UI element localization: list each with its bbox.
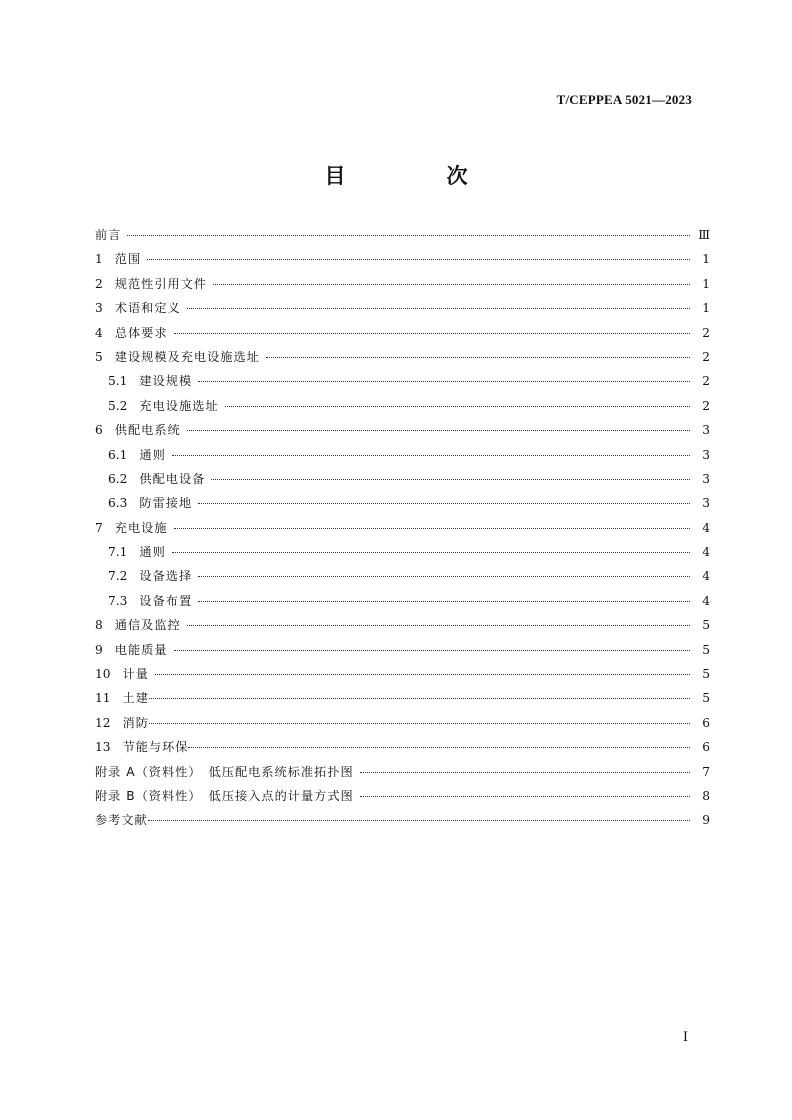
toc-entry-title: 建设规模及充电设施选址 — [114, 349, 260, 364]
toc-dot-leader — [155, 674, 690, 675]
toc-entry[interactable] — [95, 738, 710, 762]
toc-entry-number: 2 — [95, 276, 103, 291]
toc-entry[interactable] — [95, 397, 710, 421]
toc-entry-title: 前言 — [95, 228, 122, 242]
toc-dot-leader — [172, 455, 690, 456]
toc-entry-number: 4 — [95, 325, 103, 340]
toc-entry-title: 节能与环保 — [122, 740, 189, 755]
toc-entry-page: 4 — [702, 545, 710, 560]
toc-entry-page: 3 — [702, 471, 710, 486]
toc-entry[interactable] — [95, 470, 710, 494]
table-of-contents — [95, 226, 710, 836]
toc-entry-number: 6.3 — [108, 496, 128, 511]
toc-entry-page: 1 — [702, 276, 710, 291]
toc-entry[interactable] — [95, 567, 710, 591]
toc-entry-page: 5 — [702, 667, 710, 682]
toc-dot-leader — [148, 820, 690, 821]
toc-entry-number: 8 — [95, 618, 103, 633]
toc-dot-leader — [198, 601, 690, 602]
toc-entry-page: 8 — [702, 788, 710, 803]
toc-dot-leader — [149, 723, 690, 724]
toc-entry-number: 5 — [95, 349, 103, 364]
toc-entry-page: 2 — [702, 349, 710, 364]
toc-entry-number: 13 — [95, 740, 111, 755]
toc-entry-page: 7 — [702, 764, 710, 779]
toc-entry[interactable] — [95, 324, 710, 348]
toc-dot-leader — [198, 381, 690, 382]
toc-entry-number: 7.3 — [108, 593, 128, 608]
toc-entry-title: 附录 A（资料性） 低压配电系统标准拓扑图 — [95, 764, 354, 779]
toc-dot-leader — [360, 796, 690, 797]
toc-entry[interactable] — [95, 665, 710, 689]
toc-entry-page: 5 — [702, 642, 710, 657]
toc-dot-leader — [172, 552, 690, 553]
toc-entry-number: 9 — [95, 642, 103, 657]
toc-entry-title: 防雷接地 — [139, 496, 193, 511]
toc-entry[interactable] — [95, 421, 710, 445]
toc-entry[interactable] — [95, 275, 710, 299]
toc-entry-page: 9 — [702, 813, 710, 828]
toc-entry-number: 7.1 — [108, 545, 128, 560]
toc-entry[interactable] — [95, 714, 710, 738]
toc-entry-page: 3 — [702, 423, 710, 438]
toc-entry-number: 6 — [95, 423, 103, 438]
toc-entry[interactable] — [95, 494, 710, 518]
page-number: I — [682, 1030, 688, 1045]
toc-entry-title: 设备选择 — [139, 569, 193, 584]
toc-entry-title: 总体要求 — [114, 325, 168, 340]
toc-dot-leader — [187, 308, 690, 309]
toc-entry[interactable] — [95, 592, 710, 616]
toc-entry-title: 通则 — [139, 545, 166, 560]
toc-entry-number: 10 — [95, 667, 111, 682]
toc-dot-leader — [198, 576, 690, 577]
toc-entry-page: 5 — [702, 618, 710, 633]
toc-entry-number: 7 — [95, 520, 103, 535]
toc-dot-leader — [198, 503, 690, 504]
toc-entry-title: 规范性引用文件 — [114, 276, 208, 291]
toc-dot-leader — [147, 259, 690, 260]
toc-dot-leader — [213, 284, 690, 285]
toc-entry-page: 5 — [702, 691, 710, 706]
toc-entry-title: 充电设施选址 — [139, 398, 219, 413]
toc-entry-page: 2 — [702, 374, 710, 389]
toc-dot-leader — [225, 406, 690, 407]
toc-entry-number: 6.2 — [108, 471, 128, 486]
toc-dot-leader — [187, 625, 690, 626]
toc-entry-title: 范围 — [114, 252, 142, 267]
toc-entry-number: 3 — [95, 301, 103, 316]
toc-entry-title: 通信及监控 — [114, 618, 181, 633]
toc-dot-leader — [174, 333, 690, 334]
toc-entry[interactable] — [95, 519, 710, 543]
toc-entry-page: 6 — [702, 715, 710, 730]
page-title: 目 次 — [324, 164, 508, 188]
toc-entry-page: 2 — [702, 325, 710, 340]
toc-entry-number: 6.1 — [108, 447, 128, 462]
toc-entry-page: 1 — [702, 252, 710, 267]
toc-entry-title: 供配电系统 — [114, 423, 181, 438]
toc-entry-title: 通则 — [139, 447, 166, 462]
toc-entry-title: 附录 B（资料性） 低压接入点的计量方式图 — [95, 788, 354, 803]
toc-entry-page: 4 — [702, 569, 710, 584]
toc-entry-title: 电能质量 — [114, 642, 168, 657]
toc-entry[interactable] — [95, 348, 710, 372]
toc-entry-title: 术语和定义 — [114, 301, 181, 316]
toc-entry-title: 充电设施 — [114, 520, 168, 535]
toc-entry-title: 土建 — [122, 691, 149, 706]
toc-entry[interactable] — [95, 763, 710, 787]
toc-dot-leader — [174, 528, 690, 529]
toc-dot-leader — [127, 235, 690, 236]
toc-entry-page: 2 — [702, 398, 710, 413]
toc-entry[interactable] — [95, 616, 710, 640]
toc-dot-leader — [211, 479, 690, 480]
toc-entry[interactable] — [95, 689, 710, 713]
toc-entry-page: 3 — [702, 496, 710, 511]
toc-entry[interactable] — [95, 299, 710, 323]
toc-entry[interactable] — [95, 641, 710, 665]
toc-entry[interactable] — [95, 543, 710, 567]
toc-entry-number: 5.2 — [108, 398, 128, 413]
toc-entry-page: 6 — [702, 740, 710, 755]
toc-entry-page: 3 — [702, 447, 710, 462]
toc-entry[interactable] — [95, 811, 710, 835]
standard-code: T/CEPPEA 5021—2023 — [556, 92, 692, 107]
toc-entry-title: 供配电设备 — [139, 471, 206, 486]
toc-entry-number: 12 — [95, 715, 111, 730]
toc-entry-title: 消防 — [122, 715, 149, 730]
toc-entry[interactable] — [95, 372, 710, 396]
toc-entry[interactable] — [95, 250, 710, 274]
toc-dot-leader — [266, 357, 690, 358]
toc-dot-leader — [174, 650, 690, 651]
toc-dot-leader — [187, 430, 690, 431]
toc-entry-page: 4 — [702, 520, 710, 535]
toc-entry-number: 7.2 — [108, 569, 128, 584]
toc-entry-number: 11 — [95, 691, 111, 706]
toc-entry[interactable] — [95, 446, 710, 470]
toc-entry-title: 设备布置 — [139, 593, 193, 608]
toc-entry-page: Ⅲ — [698, 228, 710, 242]
toc-entry-page: 1 — [702, 301, 710, 316]
toc-entry-page: 4 — [702, 593, 710, 608]
toc-entry[interactable] — [95, 787, 710, 811]
toc-dot-leader — [188, 747, 690, 748]
toc-dot-leader — [149, 698, 690, 699]
toc-dot-leader — [360, 772, 690, 773]
toc-entry-title: 建设规模 — [139, 374, 193, 389]
toc-entry-title: 计量 — [122, 667, 149, 682]
toc-entry-number: 1 — [95, 252, 103, 267]
toc-entry-title: 参考文献 — [95, 813, 148, 828]
toc-entry-number: 5.1 — [108, 374, 128, 389]
toc-entry[interactable] — [95, 226, 710, 250]
